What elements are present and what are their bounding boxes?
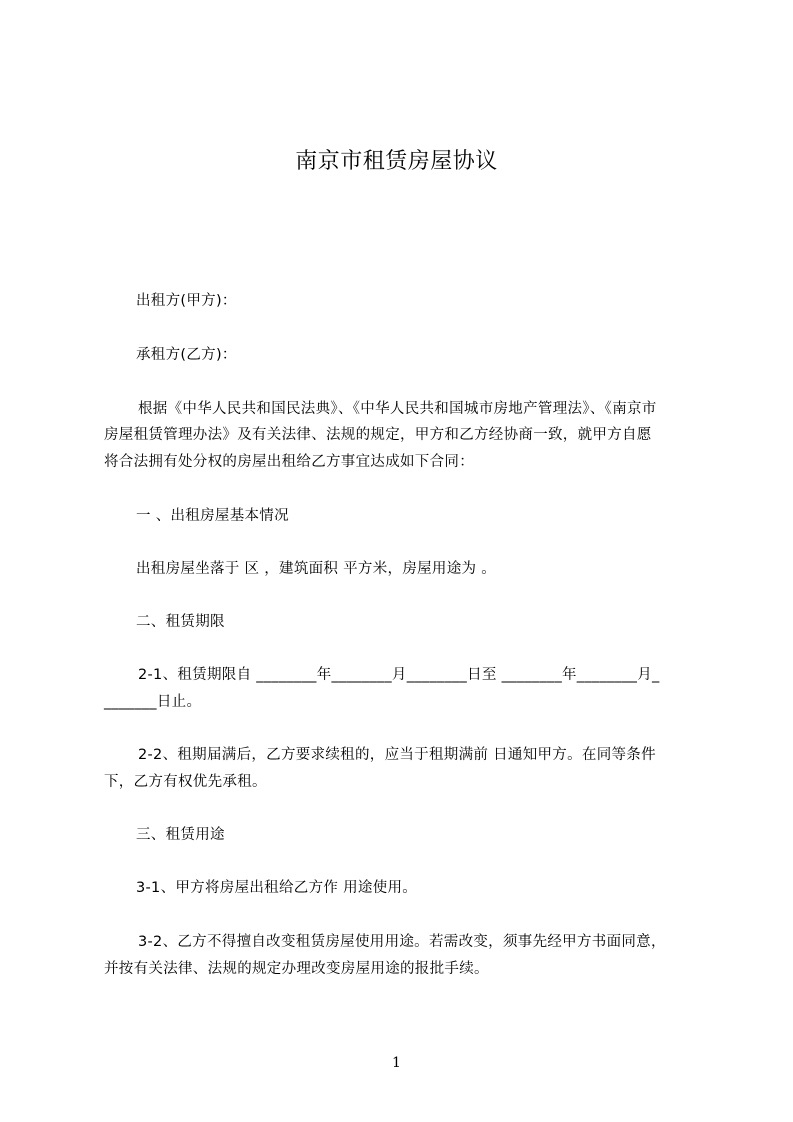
page-title: 南京市租赁房屋协议	[295, 149, 498, 174]
lessor-line: 出租方(甲方)：	[136, 293, 237, 309]
clause-2-1-line-2: _______日止。	[104, 694, 202, 710]
section-2-heading: 二、租赁期限	[136, 614, 225, 630]
clause-3-2-line-1: 3-2、乙方不得擅自改变租赁房屋使用用途。若需改变，须事先经甲方书面同意，	[138, 934, 666, 950]
preamble-line-2: 房屋租赁管理办法》及有关法律、法规的规定，甲方和乙方经协商一致，就甲方自愿	[104, 427, 652, 443]
preamble-line-1: 根据《中华人民共和国民法典》、《中华人民共和国城市房地产管理法》、《南京市	[138, 401, 657, 417]
lessee-line: 承租方(乙方)：	[136, 347, 237, 363]
section-3-heading: 三、租赁用途	[136, 827, 225, 843]
clause-3-2-line-2: 并按有关法律、法规的规定办理改变房屋用途的报批手续。	[104, 961, 489, 977]
page-number: 1	[392, 1055, 401, 1071]
clause-3-1: 3-1、甲方将房屋出租给乙方作 用途使用。	[136, 880, 418, 896]
section-1-heading: 一 、出租房屋基本情况	[136, 508, 289, 524]
section-1-text: 出租房屋坐落于 区 ，建筑面积 平方米，房屋用途为 。	[136, 561, 497, 577]
clause-2-2-line-1: 2-2、租期届满后，乙方要求续租的，应当于租期满前 日通知甲方。在同等条件	[138, 747, 656, 763]
preamble-line-3: 将合法拥有处分权的房屋出租给乙方事宜达成如下合同：	[104, 454, 474, 470]
clause-2-2-line-2: 下，乙方有权优先承租。	[104, 774, 267, 790]
clause-2-1-line-1: 2-1、租赁期限自 ________年________月________日至 ________年________月_	[138, 667, 660, 683]
